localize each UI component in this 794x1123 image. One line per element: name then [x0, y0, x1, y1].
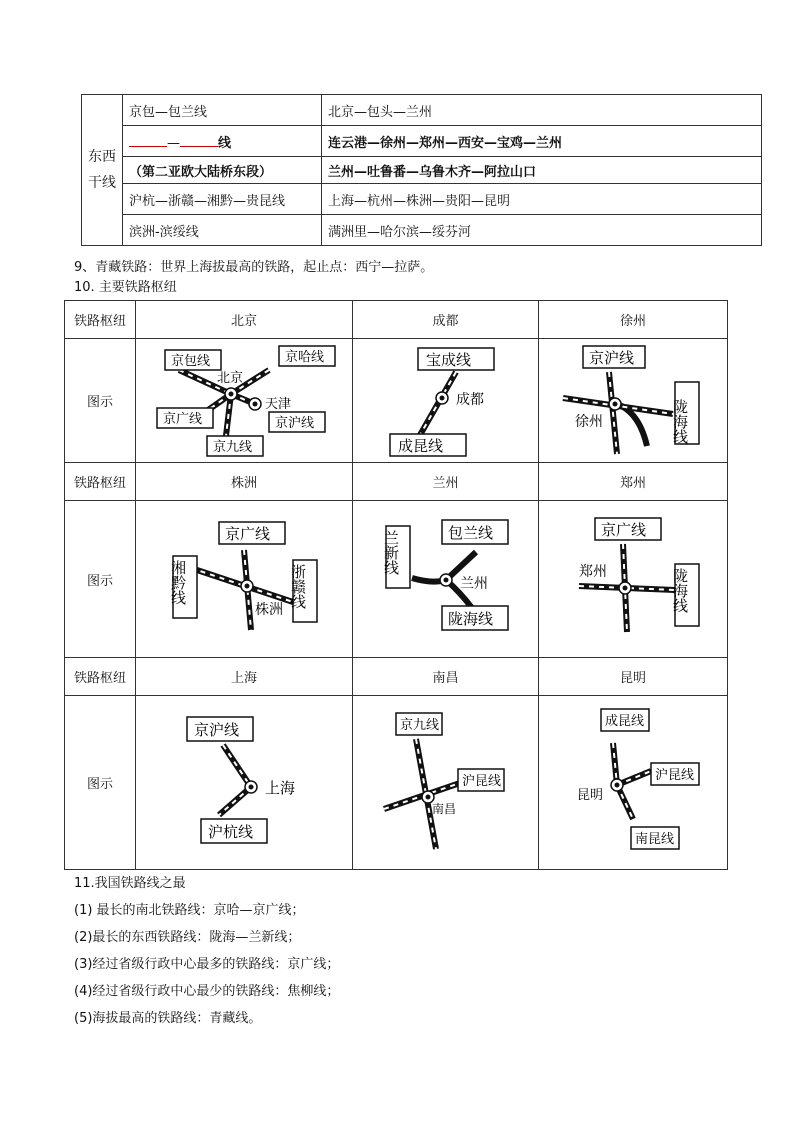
- line-name: 京包—包兰线: [123, 95, 322, 126]
- line-label: 京广线: [225, 525, 271, 543]
- hub-name: 成都: [353, 301, 539, 339]
- line-label: 成昆线: [605, 713, 645, 729]
- kunming-diagram: [539, 696, 728, 870]
- superlative-item: (4)经过省级行政中心最少的铁路线：焦柳线；: [74, 984, 340, 999]
- line-label: 京沪线: [275, 415, 315, 431]
- hub-name: 兰州: [353, 463, 539, 501]
- superlative-item: (1) 最长的南北铁路线：京哈—京广线；: [74, 903, 305, 918]
- line-label: 京哈线: [285, 349, 325, 365]
- lanzhou-diagram: [353, 501, 539, 658]
- city-kunming: 昆明: [577, 787, 604, 803]
- line-route: 兰州—吐鲁番—乌鲁木齐—阿拉山口: [322, 157, 762, 184]
- superlative-item: (2)最长的东西铁路线：陇海—兰新线；: [74, 930, 301, 945]
- hub-name: 南昌: [353, 658, 539, 696]
- beijing-node: [225, 388, 237, 400]
- city-shanghai: 上海: [265, 778, 296, 797]
- city-nanchang: 南昌: [431, 801, 456, 816]
- line-label-vertical: 陇海线: [671, 568, 689, 613]
- line-label: 京广线: [601, 521, 647, 539]
- header-label: 铁路枢纽: [65, 658, 136, 696]
- line-label: 京九线: [213, 439, 253, 455]
- city-zhuzhou: 株洲: [255, 602, 283, 618]
- line-route: 连云港—徐州—郑州—西安—宝鸡—兰州: [322, 126, 762, 157]
- superlative-item: (3)经过省级行政中心最多的铁路线：京广线；: [74, 957, 340, 972]
- line-label: 京沪线: [589, 348, 635, 367]
- hub-name: 郑州: [539, 463, 728, 501]
- diagram-label: 图示: [65, 501, 136, 658]
- diagram-label: 图示: [65, 696, 136, 870]
- line-route: 北京—包头—兰州: [322, 95, 762, 126]
- rail-hub-table: [64, 300, 728, 870]
- hub-name: 北京: [136, 301, 353, 339]
- nanchang-diagram: [353, 696, 539, 870]
- line-label: 京广线: [163, 411, 203, 427]
- item-9: 9、青藏铁路：世界上海拔最高的铁路，起止点：西宁—拉萨。: [74, 260, 434, 275]
- line-note: （第二亚欧大陆桥东段）: [123, 157, 322, 184]
- city-beijing: 北京: [217, 370, 244, 386]
- line-name-blank: — 线: [123, 126, 322, 157]
- hub-name: 昆明: [539, 658, 728, 696]
- line-label: 京包线: [171, 353, 211, 369]
- line-label-vertical: 浙赣线: [289, 564, 307, 609]
- line-name: 沪杭—浙赣—湘黔—贵昆线: [123, 184, 322, 215]
- line-label-vertical: 湘黔线: [169, 560, 187, 605]
- fill-blank[interactable]: [129, 136, 167, 147]
- city-tianjin: 天津: [265, 396, 292, 412]
- zhengzhou-diagram: [539, 501, 728, 658]
- shanghai-diagram: [136, 696, 353, 870]
- line-name: 滨洲-滨绥线: [123, 215, 322, 246]
- line-label: 陇海线: [447, 610, 493, 628]
- item-11-title: 11.我国铁路线之最: [74, 876, 186, 891]
- line-label-vertical: 兰新线: [381, 530, 400, 575]
- item-10: 10. 主要铁路枢纽: [74, 280, 177, 295]
- line-route: 满洲里—哈尔滨—绥芬河: [322, 215, 762, 246]
- hub-name: 徐州: [539, 301, 728, 339]
- city-xuzhou: 徐州: [575, 413, 603, 430]
- city-lanzhou: 兰州: [459, 576, 488, 592]
- line-label: 包兰线: [447, 524, 493, 542]
- line-route: 上海—杭州—株洲—贵阳—昆明: [322, 184, 762, 215]
- diagram-label: 图示: [65, 339, 136, 463]
- east-west-trunk-table: [81, 94, 762, 246]
- hub-name: 株洲: [136, 463, 353, 501]
- header-label: 铁路枢纽: [65, 301, 136, 339]
- group-label: 东西干线: [82, 95, 123, 246]
- hub-name: 上海: [136, 658, 353, 696]
- line-label: 京沪线: [194, 720, 240, 739]
- line-label: 沪杭线: [208, 822, 254, 841]
- line-label: 南昆线: [635, 831, 675, 847]
- line-label-vertical: 陇海线: [671, 398, 689, 444]
- superlative-item: (5)海拔最高的铁路线：青藏线。: [74, 1011, 262, 1026]
- line-label: 沪昆线: [461, 773, 501, 789]
- line-label: 成昆线: [397, 436, 443, 455]
- city-chengdu: 成都: [455, 391, 484, 408]
- city-zhengzhou: 郑州: [579, 564, 607, 580]
- line-label: 沪昆线: [655, 767, 695, 783]
- beijing-diagram: [136, 339, 353, 463]
- line-label: 京九线: [399, 717, 439, 733]
- header-label: 铁路枢纽: [65, 463, 136, 501]
- fill-blank[interactable]: [180, 136, 218, 147]
- line-label: 宝成线: [425, 350, 471, 369]
- zhuzhou-diagram: [136, 501, 353, 658]
- xuzhou-diagram: [539, 339, 728, 463]
- tianjin-node: [249, 398, 261, 410]
- chengdu-diagram: [353, 339, 539, 463]
